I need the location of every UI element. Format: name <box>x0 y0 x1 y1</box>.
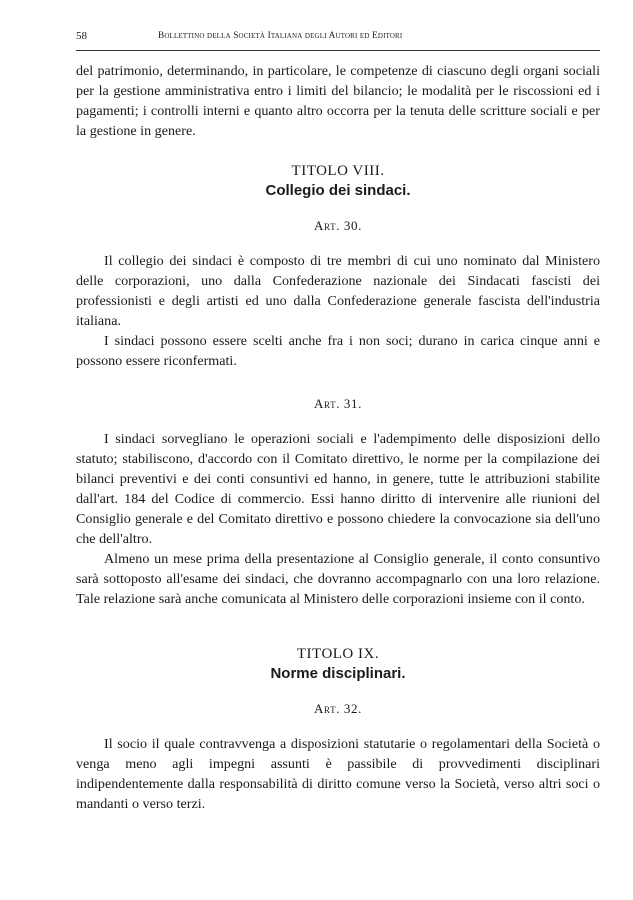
titolo-viii-subtitle: Collegio dei sindaci. <box>265 182 411 199</box>
running-head: Bollettino della Società Italiana degli Autori ed Editori <box>158 31 403 41</box>
art-30-heading: Art. 30. <box>314 218 362 233</box>
art-31-paragraph: Almeno un mese prima della presentazione al Consiglio generale, il conto consuntivo sarà sottoposto all'esame dei sindaci, che dovranno accompagnarlo con una loro relazione. Tale relazione sarà anche comunicata al Ministero delle corporazioni insieme con il conto. <box>76 551 600 607</box>
titolo-ix-subtitle: Norme disciplinari. <box>270 665 406 682</box>
art-30-paragraph: I sindaci possono essere scelti anche fra i non soci; durano in carica cinque anni e possono essere riconfermati. <box>76 333 600 369</box>
titolo-viii-heading: TITOLO VIII. <box>291 163 385 179</box>
intro-paragraph: del patrimonio, determinando, in particolare, le competenze di ciascuno degli organi sociali per la gestione amministrativa entro i limiti del bilancio; le modalità per le riscossioni ed i pagamenti; i controlli interni e quanto altro occorra per la tenuta delle scritture sociali e per la gestione in genere. <box>76 63 600 139</box>
art-30-paragraph: Il collegio dei sindaci è composto di tre membri di cui uno nominato dal Ministero delle corporazioni, uno dalla Confederazione nazionale dei Sindacati fascisti dei professionisti e degli artisti ed uno dalla Confederazione generale fascista dell'industria italiana. <box>76 253 600 329</box>
page-header <box>76 30 598 46</box>
document-body <box>76 61 600 814</box>
header-rule <box>76 50 600 51</box>
titolo-ix-heading: TITOLO IX. <box>296 646 380 662</box>
art-31-paragraph: I sindaci sorvegliano le operazioni sociali e l'adempimento delle disposizioni dello statuto; stabiliscono, d'accordo con il Comitato direttivo, le norme per la compilazione dei bilanci preventivi e dei conti consuntivi ed hanno, in genere, tutte le attribuzioni stabilite dall'art. 184 del Codice di commercio. Essi hanno diritto di intervenire alle riunioni del Consiglio generale e del Comitato direttivo e possono chiedere la convocazione sia dell'uno che dell'altro. <box>76 431 600 547</box>
art-32-heading: Art. 32. <box>314 701 362 716</box>
page-number: 58 <box>76 30 87 42</box>
art-32-paragraph: Il socio il quale contravvenga a disposizioni statutarie o regolamentari della Società o venga meno agli impegni assunti è passibile di provvedimenti disciplinari indipendentemente dalla responsabilità di diritto comune verso la Società, verso altri soci o mandanti o verso terzi. <box>76 736 600 812</box>
art-31-heading: Art. 31. <box>314 396 362 411</box>
